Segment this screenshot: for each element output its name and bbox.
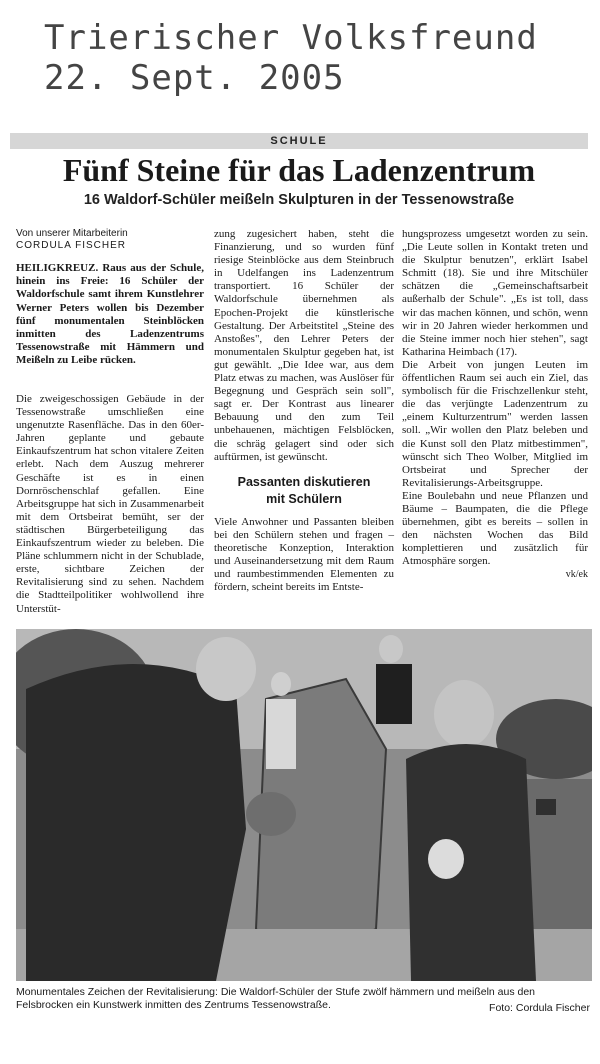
intertitle-line-1: Passanten diskutieren: [237, 474, 371, 489]
newspaper-name: Trierischer Volksfreund: [44, 18, 538, 58]
photo-credit: Foto: Cordula Fischer: [489, 1002, 590, 1014]
column-3: [402, 228, 588, 582]
column-2-text: zung zugesichert haben, steht die Finanzierung, und so wurden fünf riesige Steinblöcke aus dem Steinbruch in Udelfangen ins Ladenzentrum transportiert. 16 Schüler der Waldorfschule übernehmen als Epochen-Projekt die künstlerische Gestaltung. Der Arbeitstitel „Steine des Anstoßes", den Lehrer Peters der monumentalen Skulptur gegeben hat, ist gut gewählt. „Die Idee war, aus dem Platz etwas zu machen, was Auslöser für Begegnung und Gespräch sein soll", sagt er. Der Kontrast aus linearer Bebauung und den zum Teil unbehauenen, mächtigen Felsblöcken, die schräg gelagert sind oder sich auftürmen, ist gewünscht.: [214, 228, 394, 463]
photo-illustration: [16, 629, 592, 981]
author-name: CORDULA FISCHER: [16, 240, 127, 251]
intertitle-line-2: mit Schülern: [266, 491, 342, 506]
column-3-text-3: Eine Boulebahn und neue Pflanzen und Bäume – Baumpaten, die die Pflege übernehmen, gibt es bereits – sollen in den nächsten Wochen das Bild komplettieren und zusätzlich für Atmosphäre sorgen.: [402, 489, 588, 568]
lead-paragraph: HEILIGKREUZ. Raus aus der Schule, hinein ins Freie: 16 Schüler der Waldorfschule samt ihrem Kunstlehrer Werner Peters wollen bis Dezember fünf monumentalen Steinblöcken inmitten des Ladenzentrums Tessenowstraße mit Hämmern und Meißeln zu Leibe rücken.: [16, 262, 204, 367]
column-1: [16, 393, 204, 616]
signature: vk/ek: [565, 569, 588, 581]
column-2: [214, 228, 394, 594]
column-2-text-cont: Viele Anwohner und Passanten bleiben bei den Schülern stehen und fragen – theoretische Konzeption, Interaktion und Auseinandersetzung mit dem Raum und raumbestimmenden Elementen zu fördern, scheint bereits im Entste-: [214, 515, 394, 594]
intertitle: [214, 474, 394, 508]
subheadline: 16 Waldorf-Schüler meißeln Skulpturen in der Tessenowstraße: [83, 192, 515, 208]
section-rubric: SCHULE: [10, 133, 588, 149]
byline: [16, 228, 206, 252]
headline: Fünf Steine für das Ladenzentrum: [62, 152, 536, 188]
publication-date: 22. Sept. 2005: [44, 58, 345, 98]
article-photo: [16, 629, 592, 981]
column-3-text-2: Die Arbeit von jungen Leuten im öffentlichen Raum sei auch ein Ziel, das symbolisch für die Frischzellenkur steht, die das verjüngte Ladenzentrum zu „einem Kulturzentrum" werden lassen soll. „Wir wollen den Platz beleben und die Kunst soll den Platz mitbestimmen", wünscht sich Theo Wolber, Mitglied im Ortsbeirat und Sprecher der Revitalisierungs-Arbeitsgruppe.: [402, 358, 588, 489]
column-3-text: hungsprozess umgesetzt worden zu sein. „Die Leute sollen in Kontakt treten und die Skulptur benutzen", erklärt Isabel Schmitt (18). Sie und ihre Mitschüler schätzen die „Gemeinschaftsarbeit außerhalb der Schule". „Es ist toll, dass wir das machen können, und schön, wenn wir in 20 Jahren wieder herkommen und die Steine immer noch hier stehen", sagt Katharina Heimbach (17).: [402, 228, 588, 358]
column-1-text: Die zweigeschossigen Gebäude in der Tessenowstraße umschließen eine ungenutzte Rasenfläche. Das in den 60er-Jahren geplante und gebaute Einkaufszentrum hat schon vitalere Zeiten erlebt. Nach dem Auszug mehrerer Geschäfte ist es in einen Dornröschenschlaf gefallen. Eine Arbeitsgruppe hat sich in Zusammenarbeit mit dem Ortsbeirat bemüht, ser der städtischen Bürgerbeteiligung das Einkaufszentrum wieder zu beleben. Die Pläne schlummern nicht in der Schublade, erste, sichtbare Zeichen der Revitalisierung sind zu sehen. Nachdem die Stadtteilpolitiker wohlwollend ihre Unterstüt-: [16, 393, 204, 615]
photo-caption: Monumentales Zeichen der Revitalisierung: Die Waldorf-Schüler der Stufe zwölf hämmern und meißeln aus den Felsbrocken ein Kunstwerk inmitten des Zentrums Tessenowstraße.: [16, 986, 536, 1011]
byline-label: Von unserer Mitarbeiterin: [16, 228, 128, 239]
